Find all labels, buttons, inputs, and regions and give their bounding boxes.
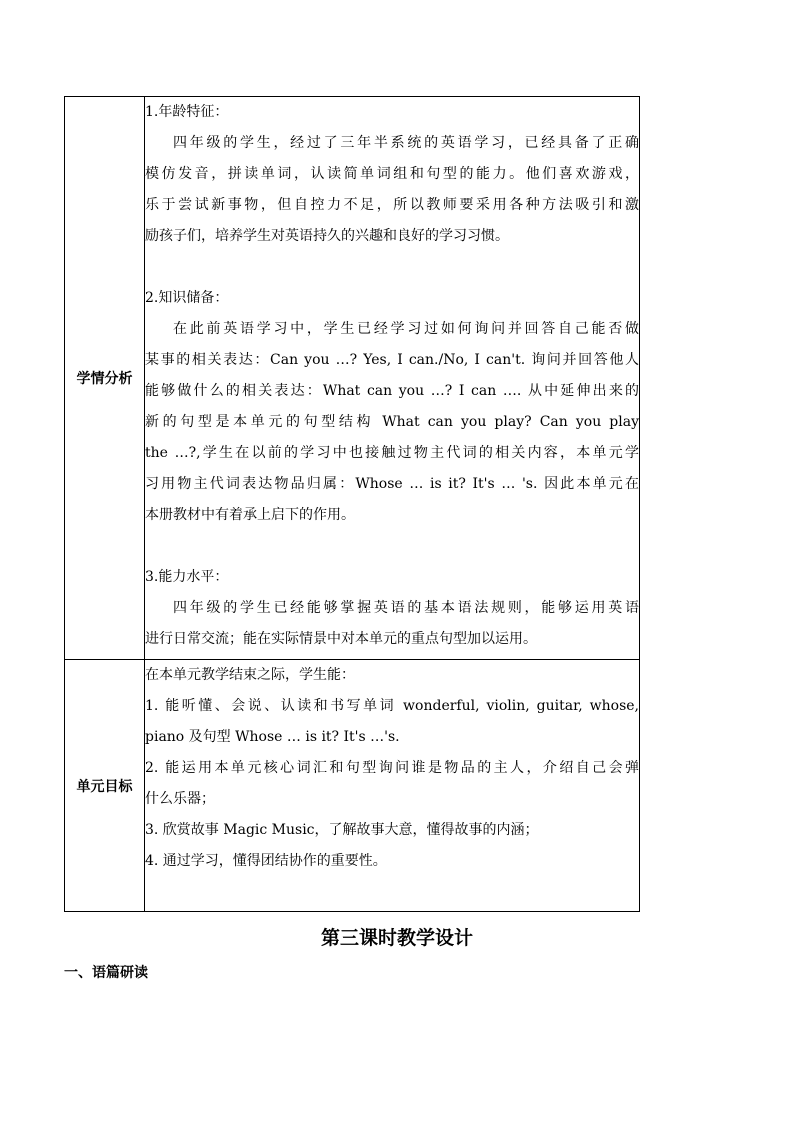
analysis-line: 习用物主代词表达物品归属：Whose … is it? It's … 's. 因此本单元在 bbox=[145, 476, 639, 492]
analysis-label: 学情分析 bbox=[65, 97, 145, 660]
analysis-line: 2.知识储备： bbox=[145, 290, 229, 306]
analysis-line: 1.年龄特征： bbox=[145, 104, 229, 120]
analysis-row bbox=[65, 97, 640, 660]
goal-line: 在本单元教学结束之际，学生能： bbox=[145, 667, 355, 683]
goal-line: 3. 欣赏故事 Magic Music，了解故事大意，懂得故事的内涵； bbox=[145, 822, 539, 838]
analysis-line: 能够做什么的相关表达：What can you …? I can …. 从中延伸出来的 bbox=[145, 383, 639, 399]
spacer bbox=[145, 531, 639, 562]
section-heading: 一、语篇研读 bbox=[64, 965, 148, 981]
analysis-line: 某事的相关表达：Can you …? Yes, I can./No, I can't. 询问并回答他人 bbox=[145, 352, 639, 368]
analysis-line: the …?,学生在以前的学习中也接触过物主代词的相关内容，本单元学 bbox=[145, 445, 639, 461]
goal-line: 1. 能听懂、会说、认读和书写单词 wonderful, violin, guitar, whose, bbox=[145, 698, 639, 714]
goals-content bbox=[145, 660, 640, 912]
analysis-content bbox=[145, 97, 640, 660]
goal-line: 2. 能运用本单元核心词汇和句型询问谁是物品的主人，介绍自己会弹 bbox=[145, 760, 639, 776]
analysis-line: 四年级的学生，经过了三年半系统的英语学习，已经具备了正确 bbox=[173, 135, 639, 151]
goal-line: 什么乐器； bbox=[145, 791, 215, 807]
analysis-line: 乐于尝试新事物，但自控力不足，所以教师要采用各种方法吸引和激 bbox=[145, 197, 639, 213]
analysis-line: 在此前英语学习中，学生已经学习过如何询问并回答自己能否做 bbox=[173, 321, 639, 337]
spacer bbox=[145, 252, 639, 283]
analysis-line: 进行日常交流；能在实际情景中对本单元的重点句型加以运用。 bbox=[145, 631, 537, 647]
analysis-line: 本册教材中有着承上启下的作用。 bbox=[145, 507, 355, 523]
analysis-line: 3.能力水平： bbox=[145, 569, 229, 585]
goal-line: piano 及句型 Whose … is it? It's …'s. bbox=[145, 729, 400, 745]
analysis-line: 模仿发音，拼读单词，认读简单词组和句型的能力。他们喜欢游戏， bbox=[145, 166, 639, 182]
goals-row bbox=[65, 660, 640, 912]
analysis-line: 励孩子们，培养学生对英语持久的兴趣和良好的学习习惯。 bbox=[145, 228, 509, 244]
analysis-line: 四年级的学生已经能够掌握英语的基本语法规则，能够运用英语 bbox=[173, 600, 639, 616]
goal-line: 4. 通过学习，懂得团结协作的重要性。 bbox=[145, 853, 387, 869]
analysis-line: 新的句型是本单元的句型结构 What can you play? Can you play bbox=[145, 414, 639, 430]
goals-label: 单元目标 bbox=[65, 660, 145, 912]
lesson-table bbox=[64, 96, 640, 912]
page-heading: 第三课时教学设计 bbox=[320, 927, 473, 949]
